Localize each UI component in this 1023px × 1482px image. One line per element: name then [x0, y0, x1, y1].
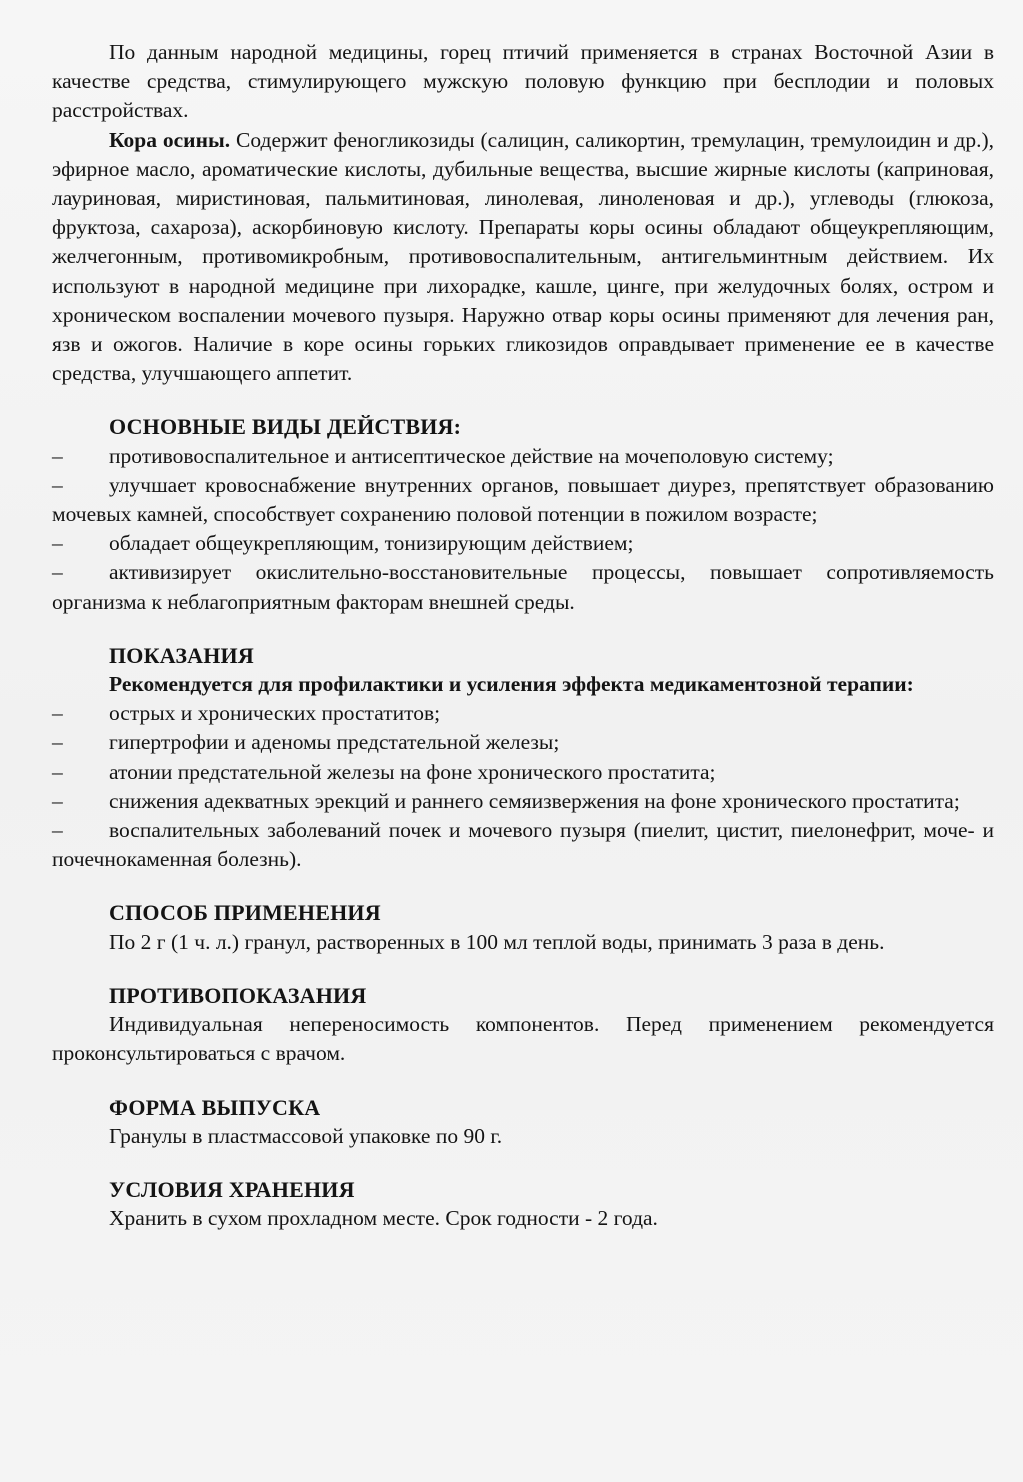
actions-item	[52, 529, 994, 558]
document-body	[52, 38, 994, 1233]
aspen-paragraph	[52, 126, 994, 389]
storage-section	[52, 1175, 994, 1233]
aspen-text: Содержит феногликозиды (салицин, саликортин, тремулацин, тремулоидин и др.), эфирное масло, ароматические кислоты, дубильные вещества, высшие жирные кислоты (каприновая, лауриновая, миристиновая, пальмитиновая, линолевая, линоленовая и др.), углеводы (глюкоза, фруктоза, сахароза), аскорбиновую кислоту. Препараты коры осины обладают общеукрепляющим, желчегонным, противомикробным, противовоспалительным, антигельминтным действием. Их используют в народной медицине при лихорадке, кашле, цинге, при желудочных болях, остром и хроническом воспалении мочевого пузыря. Наружно отвар коры осины применяют для лечения ран, язв и ожогов. Наличие в коре осины горьких гликозидов оправдывает применение ее в качестве средства, улучшающего аппетит.	[52, 127, 994, 386]
dash-marker: –	[52, 560, 63, 585]
form-section	[52, 1093, 994, 1151]
indications-item-text: атонии предстательной железы на фоне хронического простатита;	[109, 759, 716, 784]
indications-item-text: снижения адекватных эрекций и раннего семяизвержения на фоне хронического простатита;	[109, 788, 960, 813]
indications-item	[52, 699, 994, 728]
dash-marker: –	[52, 443, 63, 468]
actions-item-text: активизирует окислительно-восстановительные процессы, повышает сопротивляемость организма к неблагоприятным факторам внешней среды.	[52, 560, 994, 614]
usage-text: По 2 г (1 ч. л.) гранул, растворенных в 100 мл теплой воды, принимать 3 раза в день.	[109, 929, 885, 954]
indications-item	[52, 728, 994, 757]
usage-section	[52, 898, 994, 956]
indications-item-text: воспалительных заболеваний почек и мочевого пузыря (пиелит, цистит, пиелонефрит, моче- и почечнокаменная болезнь).	[52, 818, 994, 872]
aspen-title: Кора осины.	[109, 127, 231, 152]
actions-section	[52, 412, 994, 616]
storage-heading: УСЛОВИЯ ХРАНЕНИЯ	[109, 1176, 355, 1202]
contraindications-section	[52, 981, 994, 1069]
storage-text: Хранить в сухом прохладном месте. Срок годности - 2 года.	[109, 1206, 658, 1231]
actions-item-text: противовоспалительное и антисептическое действие на мочеполовую систему;	[109, 443, 834, 468]
indications-item-text: острых и хронических простатитов;	[109, 701, 441, 726]
indications-item	[52, 816, 994, 874]
actions-item-text: улучшает кровоснабжение внутренних органов, повышает диурез, препятствует образованию мочевых камней, способствует сохранению половой потенции в пожилом возрасте;	[52, 472, 994, 527]
indications-item	[52, 787, 994, 816]
actions-item-text: обладает общеукрепляющим, тонизирующим действием;	[109, 531, 634, 556]
form-heading: ФОРМА ВЫПУСКА	[109, 1094, 321, 1120]
dash-marker: –	[52, 759, 63, 784]
form-text: Гранулы в пластмассовой упаковке по 90 г.	[109, 1123, 503, 1148]
actions-item	[52, 442, 994, 471]
indications-item-text: гипертрофии и аденомы предстательной железы;	[109, 730, 560, 755]
dash-marker: –	[52, 818, 63, 843]
dash-marker: –	[52, 472, 63, 497]
usage-heading: СПОСОБ ПРИМЕНЕНИЯ	[109, 900, 381, 926]
indications-item	[52, 758, 994, 787]
actions-item	[52, 471, 994, 529]
actions-item	[52, 558, 994, 616]
dash-marker: –	[52, 730, 63, 755]
actions-heading: ОСНОВНЫЕ ВИДЫ ДЕЙСТВИЯ:	[109, 414, 462, 440]
contraindications-heading: ПРОТИВОПОКАЗАНИЯ	[109, 982, 367, 1008]
indications-heading: ПОКАЗАНИЯ	[109, 642, 254, 668]
dash-marker: –	[52, 701, 63, 726]
dash-marker: –	[52, 531, 63, 556]
indications-subheading: Рекомендуется для профилактики и усиления эффекта медикаментозной терапии:	[109, 672, 914, 697]
contraindications-text: Индивидуальная непереносимость компонентов. Перед применением рекомендуется проконсультироваться с врачом.	[52, 1012, 994, 1066]
indications-section	[52, 641, 994, 875]
intro-paragraph: По данным народной медицины, горец птичий применяется в странах Восточной Азии в качестве средства, стимулирующего мужскую половую функцию при бесплодии и половых расстройствах.	[52, 40, 994, 123]
dash-marker: –	[52, 788, 63, 813]
